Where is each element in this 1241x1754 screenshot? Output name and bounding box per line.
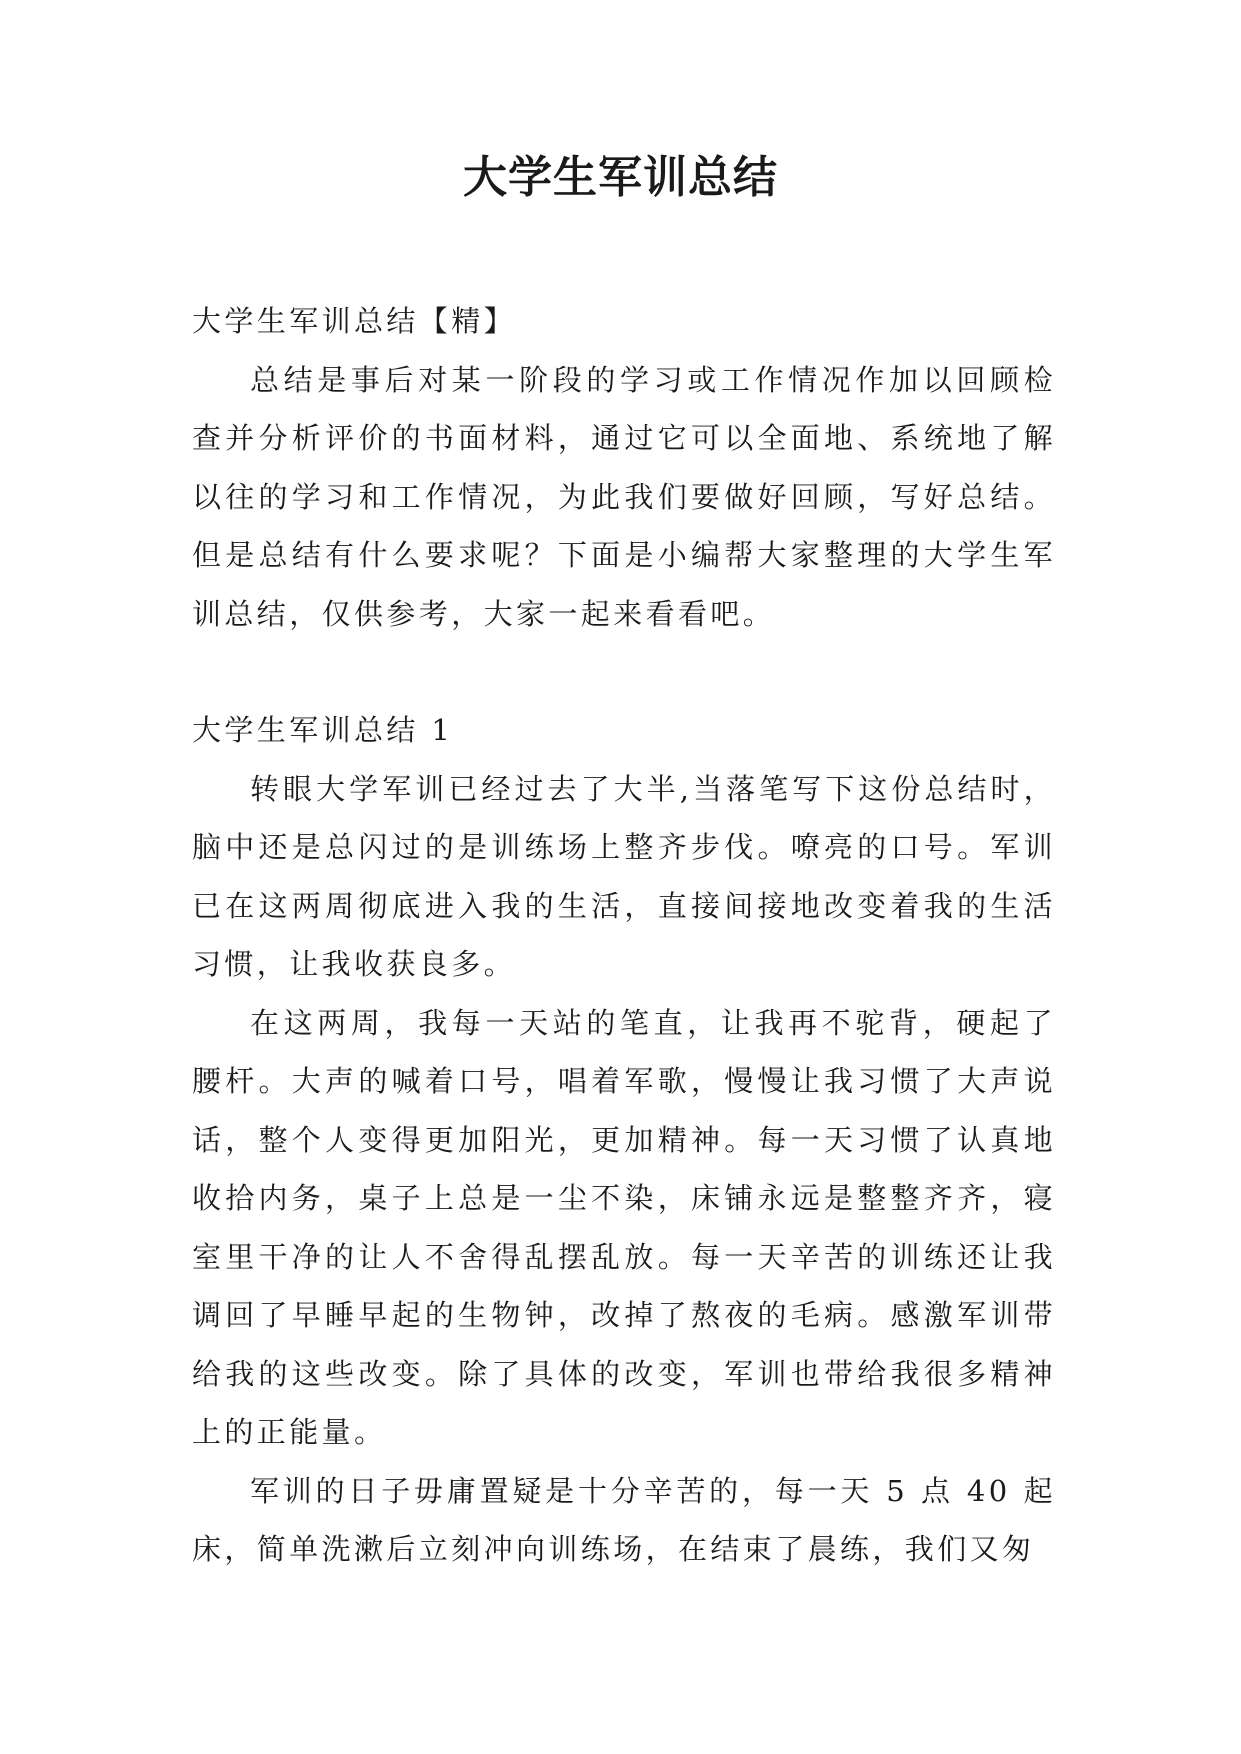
section-spacer: [192, 643, 1056, 701]
body-paragraph: 转眼大学军训已经过去了大半,当落笔写下这份总结时，脑中还是总闪过的是训练场上整齐步伐。嘹亮的口号。军训已在这两周彻底进入我的生活，直接间接地改变着我的生活习惯，让我收获良多。: [192, 771, 1056, 981]
section-heading: 大学生军训总结 1: [192, 713, 454, 747]
document-subtitle: 大学生军训总结【精】: [192, 304, 517, 338]
body-paragraph: 在这两周，我每一天站的笔直，让我再不驼背，硬起了腰杆。大声的喊着口号，唱着军歌，慢慢让我习惯了大声说话，整个人变得更加阳光，更加精神。每一天习惯了认真地收拾内务，桌子上总是一尘不染，床铺永远是整整齐齐，寝室里干净的让人不舍得乱摆乱放。每一天辛苦的训练还让我调回了早睡早起的生物钟，改掉了熬夜的毛病。感激军训带给我的这些改变。除了具体的改变，军训也带给我很多精神上的正能量。: [192, 1005, 1056, 1449]
intro-paragraph: 总结是事后对某一阶段的学习或工作情况作加以回顾检查并分析评价的书面材料，通过它可以全面地、系统地了解以往的学习和工作情况，为此我们要做好回顾，写好总结。但是总结有什么要求呢？下面是小编帮大家整理的大学生军训总结，仅供参考，大家一起来看看吧。: [192, 362, 1056, 631]
document-title: 大学生军训总结: [463, 152, 778, 203]
document-body: [192, 292, 1056, 1579]
body-paragraph: 军训的日子毋庸置疑是十分辛苦的，每一天 5 点 40 起床，简单洗漱后立刻冲向训练场，在结束了晨练，我们又匆: [192, 1473, 1056, 1566]
